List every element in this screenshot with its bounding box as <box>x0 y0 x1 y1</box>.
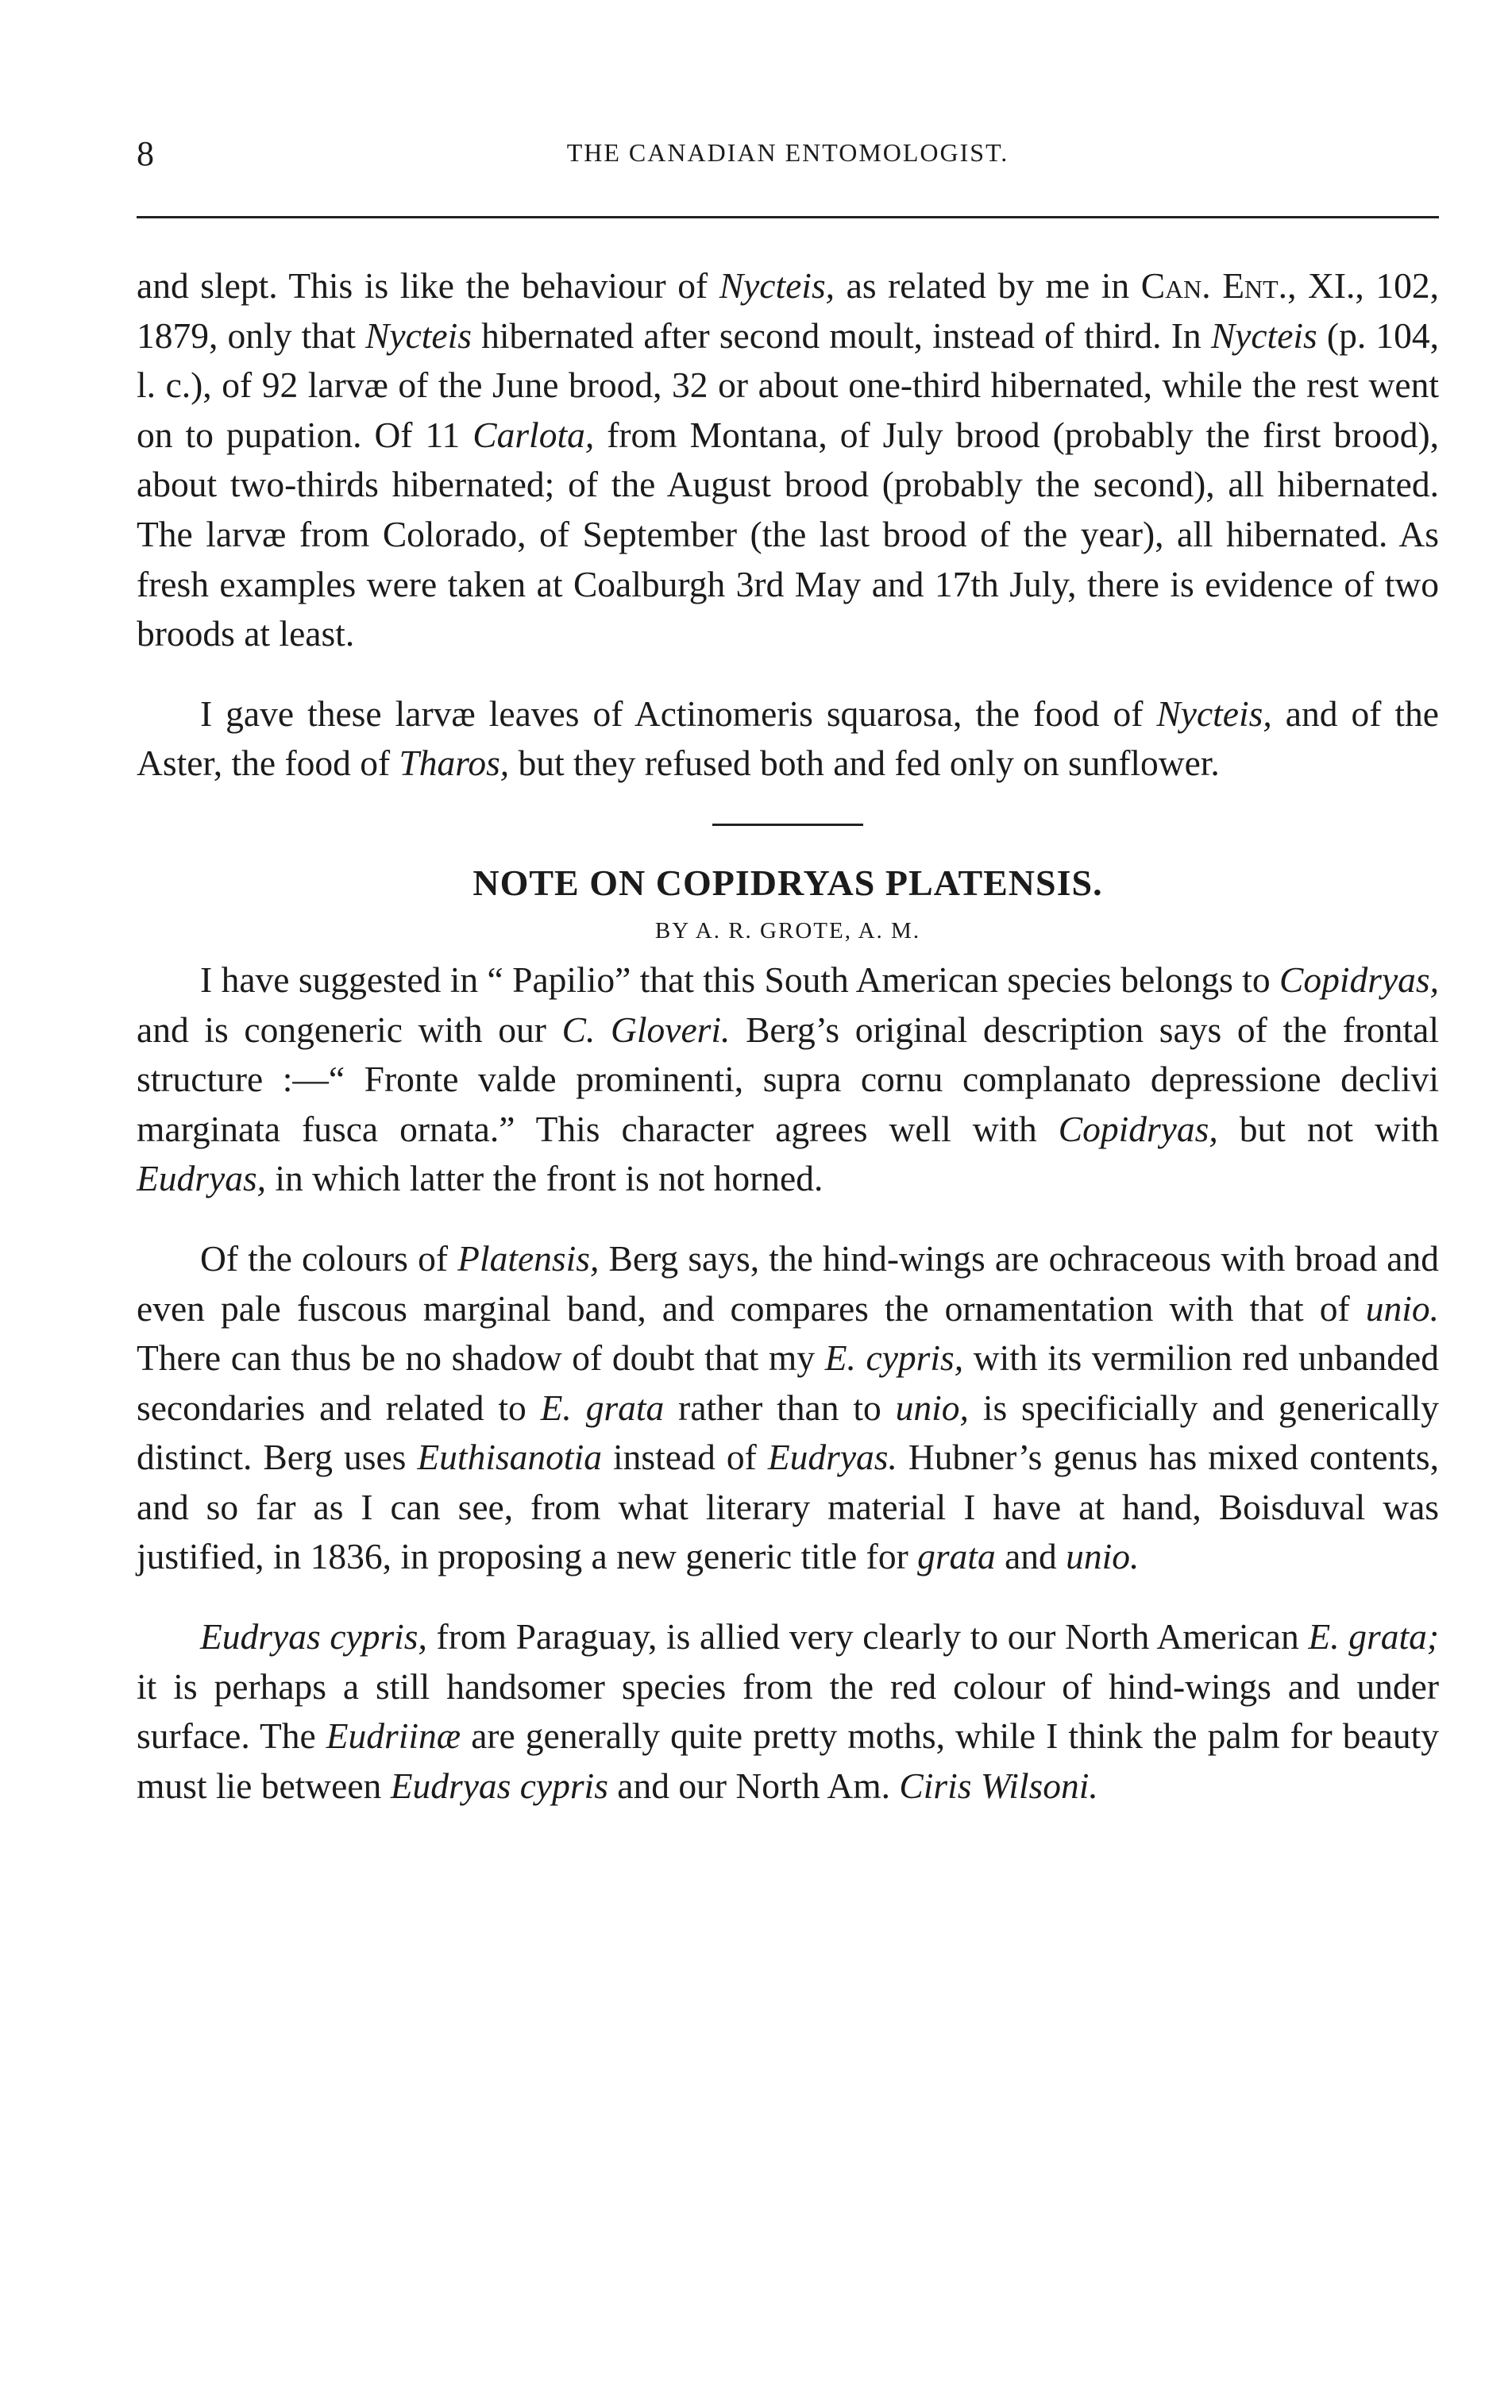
text-run: I gave these larvæ leaves of Actinomeris squarosa, the food of <box>200 693 1157 734</box>
text-run: and slept. This is like the behaviour of <box>137 265 719 306</box>
text-run: Can. Ent. <box>1140 265 1288 306</box>
paragraph <box>137 1234 1439 1582</box>
text-run: is specificially and generically distinct. Berg uses <box>137 1387 1439 1478</box>
italic-text: unio, <box>895 1387 969 1428</box>
running-title: THE CANADIAN ENTOMOLOGIST. <box>566 138 1009 167</box>
text-run: instead of <box>601 1437 768 1478</box>
text-run: from Montana, of July brood (probably the first brood), about two-thirds hibernated; of the August brood (probably the second), all hibernated. The larvæ from Colorado, of September (the last brood of the year), all hibernated. As fresh examples were taken at Coalburgh 3rd May and 17th July, there is evidence of two broods at least. <box>137 414 1439 654</box>
italic-text: Eudryas cypris <box>390 1765 608 1806</box>
section-divider <box>712 824 863 826</box>
text-run: I have suggested in “ Papilio” that this South American species belongs to <box>200 959 1280 1000</box>
paragraph <box>137 261 1439 659</box>
text-run: There can thus be no shadow of doubt that my <box>137 1337 825 1379</box>
paragraph <box>137 1612 1439 1811</box>
italic-text: grata <box>917 1536 996 1577</box>
text-run: are generally quite pretty moths, while I think the palm for beauty must lie between <box>137 1715 1439 1806</box>
italic-text: Carlota, <box>472 414 595 455</box>
text-run: , XI., 102, 1879, only that <box>137 265 1439 356</box>
italic-text: Eudryas. <box>767 1437 897 1478</box>
text-run: and our North Am. <box>608 1765 900 1806</box>
text-run: Berg says, the hind-wings are ochraceous with broad and even pale fuscous marginal band, and compares the ornamentation with that of <box>137 1237 1439 1329</box>
text-run: and is congeneric with our <box>137 1009 562 1050</box>
italic-text: E. grata <box>540 1387 665 1428</box>
text-run: but they refused both and fed only on sunflower. <box>509 743 1220 784</box>
italic-text: Copidryas, <box>1058 1108 1218 1149</box>
text-run: with its vermilion red unbanded secondaries and related to <box>137 1337 1439 1428</box>
article-byline: BY A. R. GROTE, A. M. <box>654 917 921 944</box>
text-run: Hubner’s genus has mixed contents, and so far as I can see, from what literary material I have at hand, Boisduval was justified, in 1836, in proposing a new generic title for <box>137 1437 1439 1577</box>
text-run: as related by me in <box>835 265 1141 306</box>
paragraph <box>137 955 1439 1204</box>
italic-text: Ciris Wilsoni. <box>899 1765 1098 1806</box>
italic-text: unio. <box>1365 1287 1439 1329</box>
italic-text: Eudryas, <box>137 1158 267 1199</box>
page-number: 8 <box>137 134 154 173</box>
text-run: from Paraguay, is allied very clearly to our North American <box>426 1616 1309 1657</box>
italic-text: unio. <box>1066 1536 1140 1577</box>
text-run: hibernated after second moult, instead of third. In <box>471 315 1211 356</box>
article-title: NOTE ON COPIDRYAS PLATENSIS. <box>472 862 1103 903</box>
italic-text: E. grata; <box>1308 1616 1440 1657</box>
text-run: rather than to <box>664 1387 896 1428</box>
page-header <box>137 133 1439 181</box>
italic-text: Eudryas cypris, <box>200 1616 427 1657</box>
text-run: and of the Aster, the food of <box>137 693 1439 784</box>
italic-text: E. cypris, <box>824 1337 964 1379</box>
text-run: and <box>995 1536 1066 1577</box>
italic-text: Nycteis, <box>1156 693 1272 734</box>
italic-text: Platensis, <box>457 1237 600 1279</box>
italic-text: Tharos, <box>399 743 510 784</box>
document-page <box>137 133 1439 1811</box>
text-run: but not with <box>1217 1108 1439 1149</box>
text-run: it is perhaps a still handsomer species from the red colour of hind-wings and under surface. The <box>137 1665 1439 1757</box>
paragraph <box>137 689 1439 789</box>
italic-text: Nycteis, <box>719 265 835 306</box>
text-run: (p. 104, l. c.), of 92 larvæ of the June brood, 32 or about one-third hibernated, while the rest went on to pupation. Of 11 <box>137 315 1440 455</box>
italic-text: Eudriinæ <box>326 1715 461 1757</box>
text-run: Berg’s original description says of the frontal structure :—“ Fronte valde prominenti, supra cornu complanato depressione declivi marginata fusca ornata.” This character agrees well with <box>137 1009 1439 1149</box>
italic-text: Nycteis <box>365 315 472 356</box>
italic-text: Nycteis <box>1210 315 1317 356</box>
header-rule <box>137 216 1439 218</box>
text-run: in which latter the front is not horned. <box>266 1158 824 1199</box>
italic-text: Copidryas, <box>1279 959 1439 1000</box>
italic-text: Euthisanotia <box>417 1437 602 1478</box>
italic-text: C. Gloveri. <box>561 1009 731 1050</box>
text-run: Of the colours of <box>200 1237 458 1279</box>
